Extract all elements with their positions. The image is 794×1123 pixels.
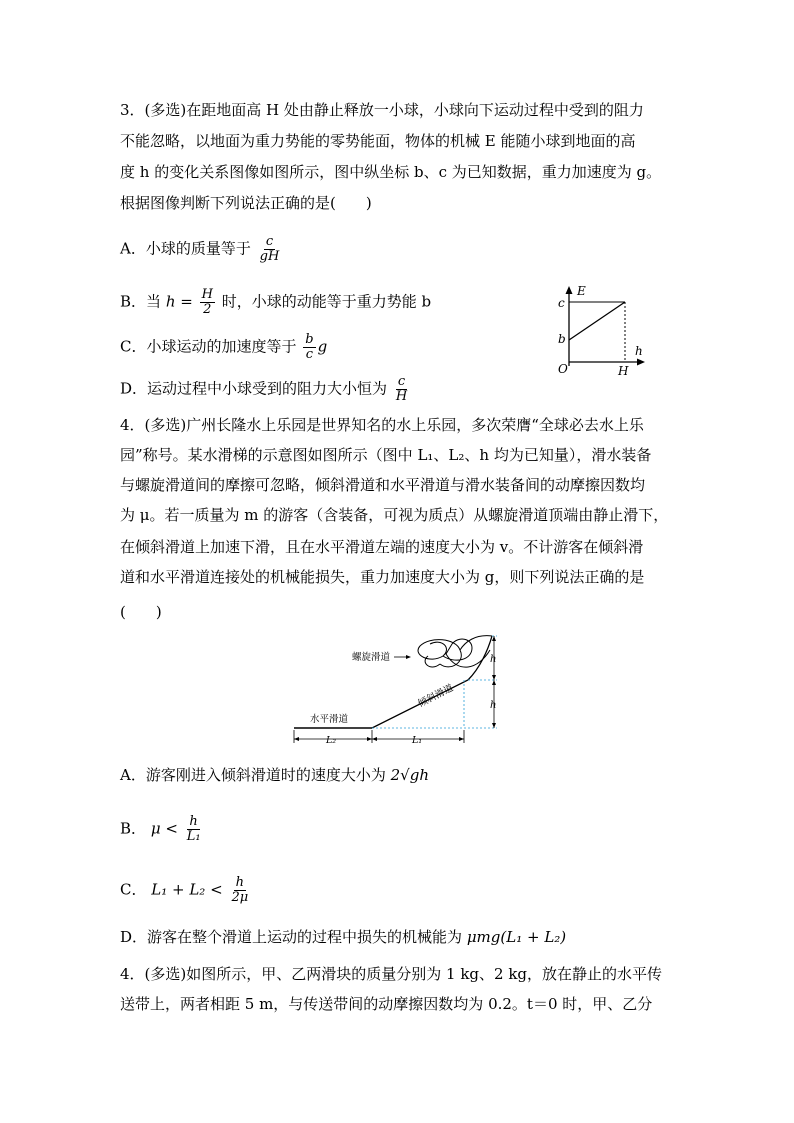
q4a-option-c-fraction — [229, 876, 250, 905]
label-horizontal: 水平滑道 — [310, 714, 349, 725]
q3-option-d-text: D．运动过程中小球受到的阻力大小恒为 — [120, 379, 388, 398]
q3-line-3: 度 h 的变化关系图像如图所示，图中纵坐标 b、c 为已知数据，重力加速度为 g。 — [120, 163, 662, 181]
q4a-option-c — [120, 876, 252, 905]
q4a-line-2: 园”称号。某水滑梯的示意图如图所示（图中 L₁、L₂、h 均为已知量），滑水装备 — [120, 446, 652, 464]
q4a-option-b — [120, 815, 205, 844]
fraction-denominator: 2 — [203, 302, 212, 317]
label-incline: 倾斜滑道 — [416, 682, 456, 710]
q3-line-1: 3．(多选)在距地面高 H 处由静止释放一小球，小球向下运动过程中受到的阻力 — [120, 101, 644, 119]
h-arrow-2 — [492, 675, 496, 680]
fraction-denominator: 2μ — [231, 890, 249, 905]
q3-option-c-fraction — [303, 333, 315, 362]
fraction-numerator: b — [305, 332, 314, 347]
q4a-option-c-pre: C． — [120, 880, 147, 899]
q3-option-c-post: g — [317, 337, 328, 356]
label-c: c — [558, 296, 565, 310]
q3-option-b-post: 时，小球的动能等于重力势能 b — [221, 292, 432, 311]
fraction-numerator: h — [235, 875, 244, 890]
q4a-option-a-text: A．游客刚进入倾斜滑道时的速度大小为 — [120, 766, 386, 784]
label-spiral: 螺旋滑道 — [352, 652, 391, 663]
l2-arrow-left — [294, 737, 299, 741]
q4a-line-5: 在倾斜滑道上加速下滑，且在水平滑道左端的速度大小为 v。不计游客在倾斜滑 — [120, 538, 644, 556]
q4a-option-b-pre: B． — [120, 819, 147, 838]
fraction-numerator: c — [265, 234, 274, 249]
fraction-denominator: H — [395, 389, 408, 404]
q3-option-b — [120, 288, 431, 317]
x-axis-arrow — [637, 359, 645, 366]
fraction-denominator: gH — [259, 249, 280, 264]
fraction-numerator: c — [397, 374, 406, 389]
q3-option-a — [120, 235, 283, 264]
q4a-option-d-expr: μmg(L₁ + L₂) — [466, 928, 567, 946]
q4b-line-1: 4．(多选)如图所示，甲、乙两滑块的质量分别为 1 kg、2 kg，放在静止的水平传 — [120, 965, 663, 983]
q4a-option-d-text: D．游客在整个滑道上运动的过程中损失的机械能为 — [120, 928, 463, 946]
q4a-line-7: ( ) — [120, 603, 162, 621]
label-b: b — [558, 332, 566, 346]
spiral-pointer-arrow — [406, 655, 411, 659]
label-h: h — [635, 344, 643, 358]
label-h-top: h — [490, 654, 497, 665]
q3-option-a-text: A．小球的质量等于 — [120, 239, 251, 258]
q4a-line-4: 为 μ。若一质量为 m 的游客（含装备，可视为质点）从螺旋滑道顶端由静止滑下， — [120, 506, 669, 524]
l1-arrow-right — [459, 737, 464, 741]
q4a-option-b-fraction — [185, 815, 203, 844]
q4a-line-6: 道和水平滑道连接处的机械能损失，重力加速度大小为 g，则下列说法正确的是 — [120, 568, 645, 586]
label-h-bottom: h — [490, 700, 497, 711]
water-slide-diagram — [280, 630, 520, 748]
q3-energy-graph — [555, 282, 655, 378]
label-L1: L₁ — [412, 735, 423, 746]
q3-option-b-fraction — [200, 288, 215, 317]
q4a-option-b-lhs: μ < — [150, 819, 178, 838]
q4b-line-2: 送带上，两者相距 5 m，与传送带间的动摩擦因数均为 0.2。t＝0 时，甲、乙分 — [120, 995, 653, 1013]
l2-arrow-right — [367, 737, 372, 741]
q3-option-b-var: h = — [165, 292, 193, 311]
h-arrow-1 — [492, 636, 496, 641]
q3-option-d-fraction — [394, 375, 409, 404]
q3-option-d — [120, 375, 411, 404]
h-arrow-3 — [492, 680, 496, 685]
l1-arrow-left — [372, 737, 377, 741]
q3-option-c-text: C．小球运动的加速度等于 — [120, 337, 297, 356]
q4a-line-3: 与螺旋滑道间的摩擦可忽略，倾斜滑道和水平滑道与滑水装备间的动摩擦因数均 — [120, 476, 646, 494]
fraction-denominator: c — [305, 347, 314, 362]
label-O: O — [558, 362, 568, 376]
q4a-option-a-expr: 2√gh — [390, 766, 429, 784]
fraction-denominator: L₁ — [186, 829, 201, 844]
label-H: H — [618, 364, 629, 378]
fraction-numerator: H — [201, 287, 213, 302]
q3-option-b-pre: B．当 — [120, 292, 162, 311]
fraction-numerator: h — [189, 814, 198, 829]
q4a-option-a — [120, 765, 429, 785]
q3-option-a-fraction — [258, 235, 282, 264]
q3-line-4: 根据图像判断下列说法正确的是( ) — [120, 194, 372, 212]
q4a-line-1: 4．(多选)广州长隆水上乐园是世界知名的水上乐园，多次荣膺“全球必去水上乐 — [120, 416, 644, 434]
label-E: E — [577, 284, 586, 298]
q4a-option-d — [120, 927, 566, 947]
label-L2: L₂ — [326, 735, 337, 746]
incline-slide — [372, 636, 492, 728]
y-axis-arrow — [566, 286, 573, 294]
q3-line-2: 不能忽略，以地面为重力势能的零势能面，物体的机械 E 能随小球到地面的高 — [120, 132, 636, 150]
h-arrow-4 — [492, 723, 496, 728]
energy-line — [569, 302, 625, 340]
q3-option-c — [120, 333, 327, 362]
q4a-option-c-lhs: L₁ + L₂ < — [151, 880, 223, 899]
